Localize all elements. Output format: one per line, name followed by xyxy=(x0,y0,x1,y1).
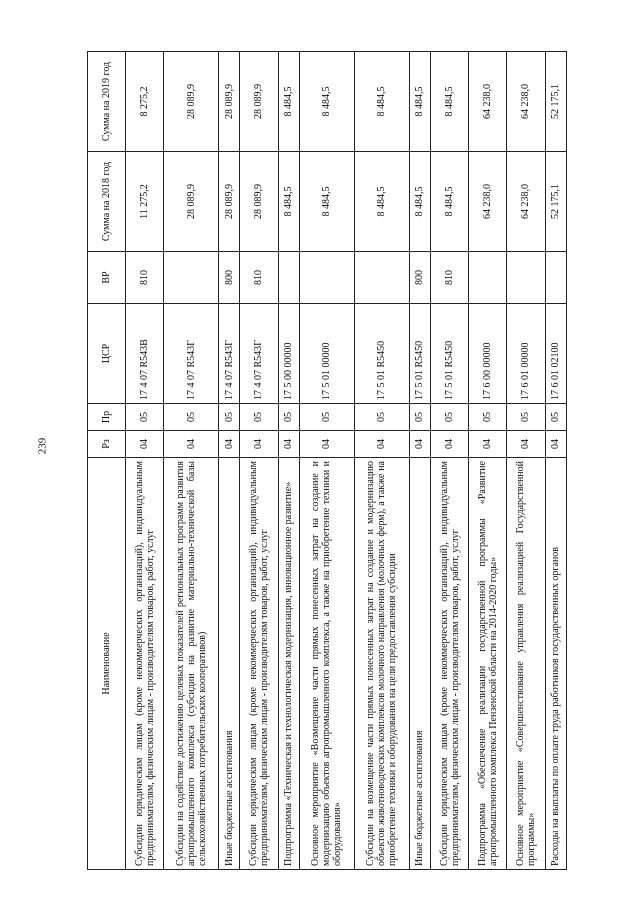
cell-sum-2018: 64 238,0 xyxy=(507,152,545,252)
header-sum-2018: Сумма на 2018 год xyxy=(88,152,126,252)
cell-pr: 05 xyxy=(354,404,409,431)
cell-pr: 05 xyxy=(431,404,469,431)
cell-name: Расходы на выплаты по оплате труда работников государственных органов xyxy=(545,458,566,870)
cell-vr: 810 xyxy=(240,252,278,304)
header-name: Наименование xyxy=(88,458,126,870)
cell-name: Субсидии на возмещение части прямых понесенных затрат на создание и модернизацию объектов животноводческих комплексов молочного направления (молочных ферм), а также на приобретение техники и оборудования на цели предоставления субсидии xyxy=(354,458,409,870)
cell-rz: 04 xyxy=(354,431,409,458)
table-row xyxy=(469,52,507,870)
cell-rz: 04 xyxy=(278,431,299,458)
cell-sum-2018: 52 175,1 xyxy=(545,152,566,252)
cell-sum-2018: 8 484,5 xyxy=(299,152,354,252)
table-body xyxy=(126,52,567,870)
cell-sum-2019: 8 484,5 xyxy=(299,52,354,152)
cell-sum-2019: 64 238,0 xyxy=(469,52,507,152)
table-header xyxy=(88,52,126,870)
budget-table xyxy=(87,51,567,870)
table-row xyxy=(126,52,164,870)
cell-rz: 04 xyxy=(409,431,430,458)
header-rz: Рз xyxy=(88,431,126,458)
cell-pr: 05 xyxy=(240,404,278,431)
table-row xyxy=(278,52,299,870)
cell-vr xyxy=(545,252,566,304)
cell-sum-2018: 11 275,2 xyxy=(126,152,164,252)
cell-sum-2018: 28 089,9 xyxy=(164,152,219,252)
table-row xyxy=(164,52,219,870)
cell-sum-2019: 8 275,2 xyxy=(126,52,164,152)
cell-csr: 17 4 07 R543В xyxy=(126,304,164,404)
cell-name: Подпрограмма «Обеспечение реализации государственной программы «Развитие агропромышленного комплекса Пензенской области на 2014-2020 годы» xyxy=(469,458,507,870)
cell-vr: 810 xyxy=(431,252,469,304)
cell-csr: 17 5 00 00000 xyxy=(278,304,299,404)
cell-rz: 04 xyxy=(164,431,219,458)
cell-sum-2018: 8 484,5 xyxy=(431,152,469,252)
cell-sum-2018: 28 089,9 xyxy=(240,152,278,252)
cell-csr: 17 5 01 R5450 xyxy=(354,304,409,404)
cell-csr: 17 4 07 R543Г xyxy=(219,304,240,404)
cell-rz: 04 xyxy=(240,431,278,458)
cell-name: Иные бюджетные ассигнования xyxy=(219,458,240,870)
cell-sum-2019: 8 484,5 xyxy=(354,52,409,152)
cell-sum-2018: 8 484,5 xyxy=(278,152,299,252)
cell-vr: 800 xyxy=(409,252,430,304)
cell-sum-2019: 8 484,5 xyxy=(431,52,469,152)
table-row xyxy=(240,52,278,870)
cell-name: Основное мероприятие «Возмещение части прямых понесенных затрат на создание и модернизацию объектов агропромышленного комплекса, а также на приобретение техники и оборудования» xyxy=(299,458,354,870)
cell-name: Подпрограмма «Техническая и технологическая модернизация, инновационное развитие» xyxy=(278,458,299,870)
cell-vr xyxy=(507,252,545,304)
cell-pr: 05 xyxy=(545,404,566,431)
cell-csr: 17 4 07 R543Г xyxy=(164,304,219,404)
cell-vr xyxy=(354,252,409,304)
page-number: 239 xyxy=(36,437,49,455)
cell-csr: 17 4 07 R543Г xyxy=(240,304,278,404)
table-row xyxy=(354,52,409,870)
cell-name: Субсидии юридическим лицам (кроме некоммерческих организаций), индивидуальным предпринимателям, физическим лицам - производителям товаров, работ, услуг xyxy=(431,458,469,870)
cell-pr: 05 xyxy=(126,404,164,431)
cell-vr xyxy=(164,252,219,304)
cell-sum-2019: 28 089,9 xyxy=(164,52,219,152)
table-row xyxy=(545,52,566,870)
cell-csr: 17 6 01 00000 xyxy=(507,304,545,404)
cell-pr: 05 xyxy=(219,404,240,431)
cell-csr: 17 5 01 00000 xyxy=(299,304,354,404)
cell-sum-2019: 8 484,5 xyxy=(409,52,430,152)
cell-vr xyxy=(299,252,354,304)
cell-rz: 04 xyxy=(545,431,566,458)
cell-sum-2018: 28 089,9 xyxy=(219,152,240,252)
cell-pr: 05 xyxy=(278,404,299,431)
cell-pr: 05 xyxy=(164,404,219,431)
header-sum-2019: Сумма на 2019 год xyxy=(88,52,126,152)
header-vr: ВР xyxy=(88,252,126,304)
cell-vr xyxy=(278,252,299,304)
cell-csr: 17 5 01 R5450 xyxy=(409,304,430,404)
cell-sum-2018: 64 238,0 xyxy=(469,152,507,252)
table-row xyxy=(409,52,430,870)
table-row xyxy=(299,52,354,870)
cell-name: Субсидии на содействие достижению целевых показателей региональных программ развития агропромышленного комплекса (субсидии на развитие материально-технической базы сельскохозяйственных потребительских кооперативов) xyxy=(164,458,219,870)
cell-sum-2018: 8 484,5 xyxy=(409,152,430,252)
cell-sum-2019: 28 089,9 xyxy=(219,52,240,152)
rotated-page-content xyxy=(87,52,567,870)
header-csr: ЦСР xyxy=(88,304,126,404)
header-pr: Пр xyxy=(88,404,126,431)
cell-sum-2018: 8 484,5 xyxy=(354,152,409,252)
cell-pr: 05 xyxy=(299,404,354,431)
cell-sum-2019: 28 089,9 xyxy=(240,52,278,152)
cell-pr: 05 xyxy=(507,404,545,431)
cell-sum-2019: 64 238,0 xyxy=(507,52,545,152)
cell-name: Субсидии юридическим лицам (кроме некоммерческих организаций), индивидуальным предпринимателям, физическим лицам - производителям товаров, работ, услуг xyxy=(240,458,278,870)
cell-rz: 04 xyxy=(431,431,469,458)
cell-csr: 17 5 01 R5450 xyxy=(431,304,469,404)
cell-pr: 05 xyxy=(469,404,507,431)
cell-vr xyxy=(469,252,507,304)
cell-vr: 800 xyxy=(219,252,240,304)
cell-pr: 05 xyxy=(409,404,430,431)
table-row xyxy=(219,52,240,870)
cell-rz: 04 xyxy=(299,431,354,458)
cell-rz: 04 xyxy=(469,431,507,458)
cell-csr: 17 6 01 02100 xyxy=(545,304,566,404)
table-row xyxy=(507,52,545,870)
cell-sum-2019: 52 175,1 xyxy=(545,52,566,152)
budget-table-container xyxy=(87,52,567,870)
cell-rz: 04 xyxy=(126,431,164,458)
cell-name: Субсидии юридическим лицам (кроме некоммерческих организаций), индивидуальным предпринимателям, физическим лицам - производителям товаров, работ, услуг xyxy=(126,458,164,870)
cell-csr: 17 6 00 00000 xyxy=(469,304,507,404)
cell-name: Иные бюджетные ассигнования xyxy=(409,458,430,870)
table-row xyxy=(431,52,469,870)
cell-rz: 04 xyxy=(507,431,545,458)
cell-rz: 04 xyxy=(219,431,240,458)
cell-sum-2019: 8 484,5 xyxy=(278,52,299,152)
cell-vr: 810 xyxy=(126,252,164,304)
cell-name: Основное мероприятие «Совершенствование управления реализацией Государственной программы» xyxy=(507,458,545,870)
